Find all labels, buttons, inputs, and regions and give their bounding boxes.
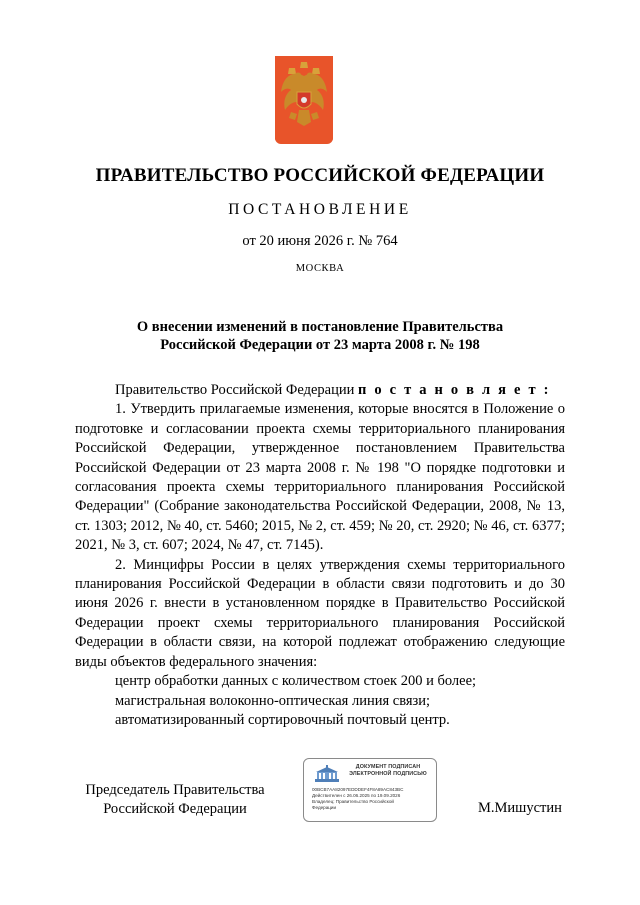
- intro-paragraph: [75, 381, 565, 400]
- document-body: [75, 381, 565, 730]
- subject-line-2: Российской Федерации от 23 марта 2008 г. № 198: [160, 337, 480, 353]
- signatory-title-line-1: Председатель Правительства: [85, 782, 265, 798]
- resolves-word: п о с т а н о в л я е т :: [357, 382, 551, 398]
- list-item: автоматизированный сортировочный почтовый центр.: [115, 711, 450, 728]
- paragraph-2: 2. Минцифры России в целях утверждения схемы территориального планирования Российской Федерации в области связи подготовить и до 30 июня 2026 г. внести в установленном порядке в Правительство Российской Федерации проект схемы территориального планирования Российской Федерации в области связи, на которой подлежат отображению следующие виды объектов федерального значения:: [75, 556, 565, 670]
- document-date-number: от 20 июня 2026 г. № 764: [242, 233, 398, 249]
- certificate-serial: 00BCB7AA82097EDDDEF4F8A89AC843BC: [312, 787, 404, 792]
- list-item: центр обработки данных с количеством стоек 200 и более;: [115, 673, 477, 690]
- signatory-title-line-2: Российской Федерации: [103, 801, 247, 818]
- certificate-validity: Действителен с 26.06.2025 по 19.09.2026: [312, 793, 401, 798]
- stamp-details: [312, 787, 436, 811]
- document-subject: [60, 318, 580, 354]
- stamp-heading: [342, 764, 434, 777]
- certificate-owner-cont: Федерации: [312, 805, 337, 810]
- document-type: ПОСТАНОВЛЕНИЕ: [228, 201, 412, 218]
- certificate-owner: Владелец: Правительство Российской: [312, 799, 394, 804]
- subject-line-1: О внесении изменений в постановление Правительства: [136, 319, 504, 335]
- government-title: ПРАВИТЕЛЬСТВО РОССИЙСКОЙ ФЕДЕРАЦИИ: [95, 165, 545, 186]
- coat-of-arms: [275, 56, 333, 144]
- paragraph-1: 1. Утвердить прилагаемые изменения, которые вносятся в Положение о подготовке и согласовании проекта схемы территориального планирования Российской Федерации, утвержденное постановлением Правительства Российской Федерации от 23 марта 2008 г. № 198 "О порядке подготовки и согласования проекта схемы территориального планирования Российской Федерации" (Собрание законодательства Российской Федерации, 2008, № 13, ст. 1303; 2012, № 40, ст. 5460; 2015, № 2, ст. 459; № 20, ст. 2920; № 46, ст. 6377; 2021, № 3, ст. 607; 2024, № 47, ст. 7145).: [75, 401, 565, 554]
- list-item: магистральная волоконно-оптическая линия связи;: [115, 692, 431, 709]
- signatory-title: [70, 781, 280, 820]
- document-city: МОСКВА: [295, 263, 345, 274]
- stamp-heading-line-1: ДОКУМЕНТ ПОДПИСАН: [355, 764, 421, 770]
- electronic-signature-stamp: [303, 758, 437, 822]
- intro-text: Правительство Российской Федерации: [115, 382, 358, 398]
- russian-coat-of-arms-icon: [275, 56, 333, 144]
- government-building-icon: [314, 765, 340, 783]
- stamp-heading-line-2: ЭЛЕКТРОННОЙ ПОДПИСЬЮ: [349, 770, 427, 777]
- signatory-name: М.Мишустин: [478, 800, 562, 816]
